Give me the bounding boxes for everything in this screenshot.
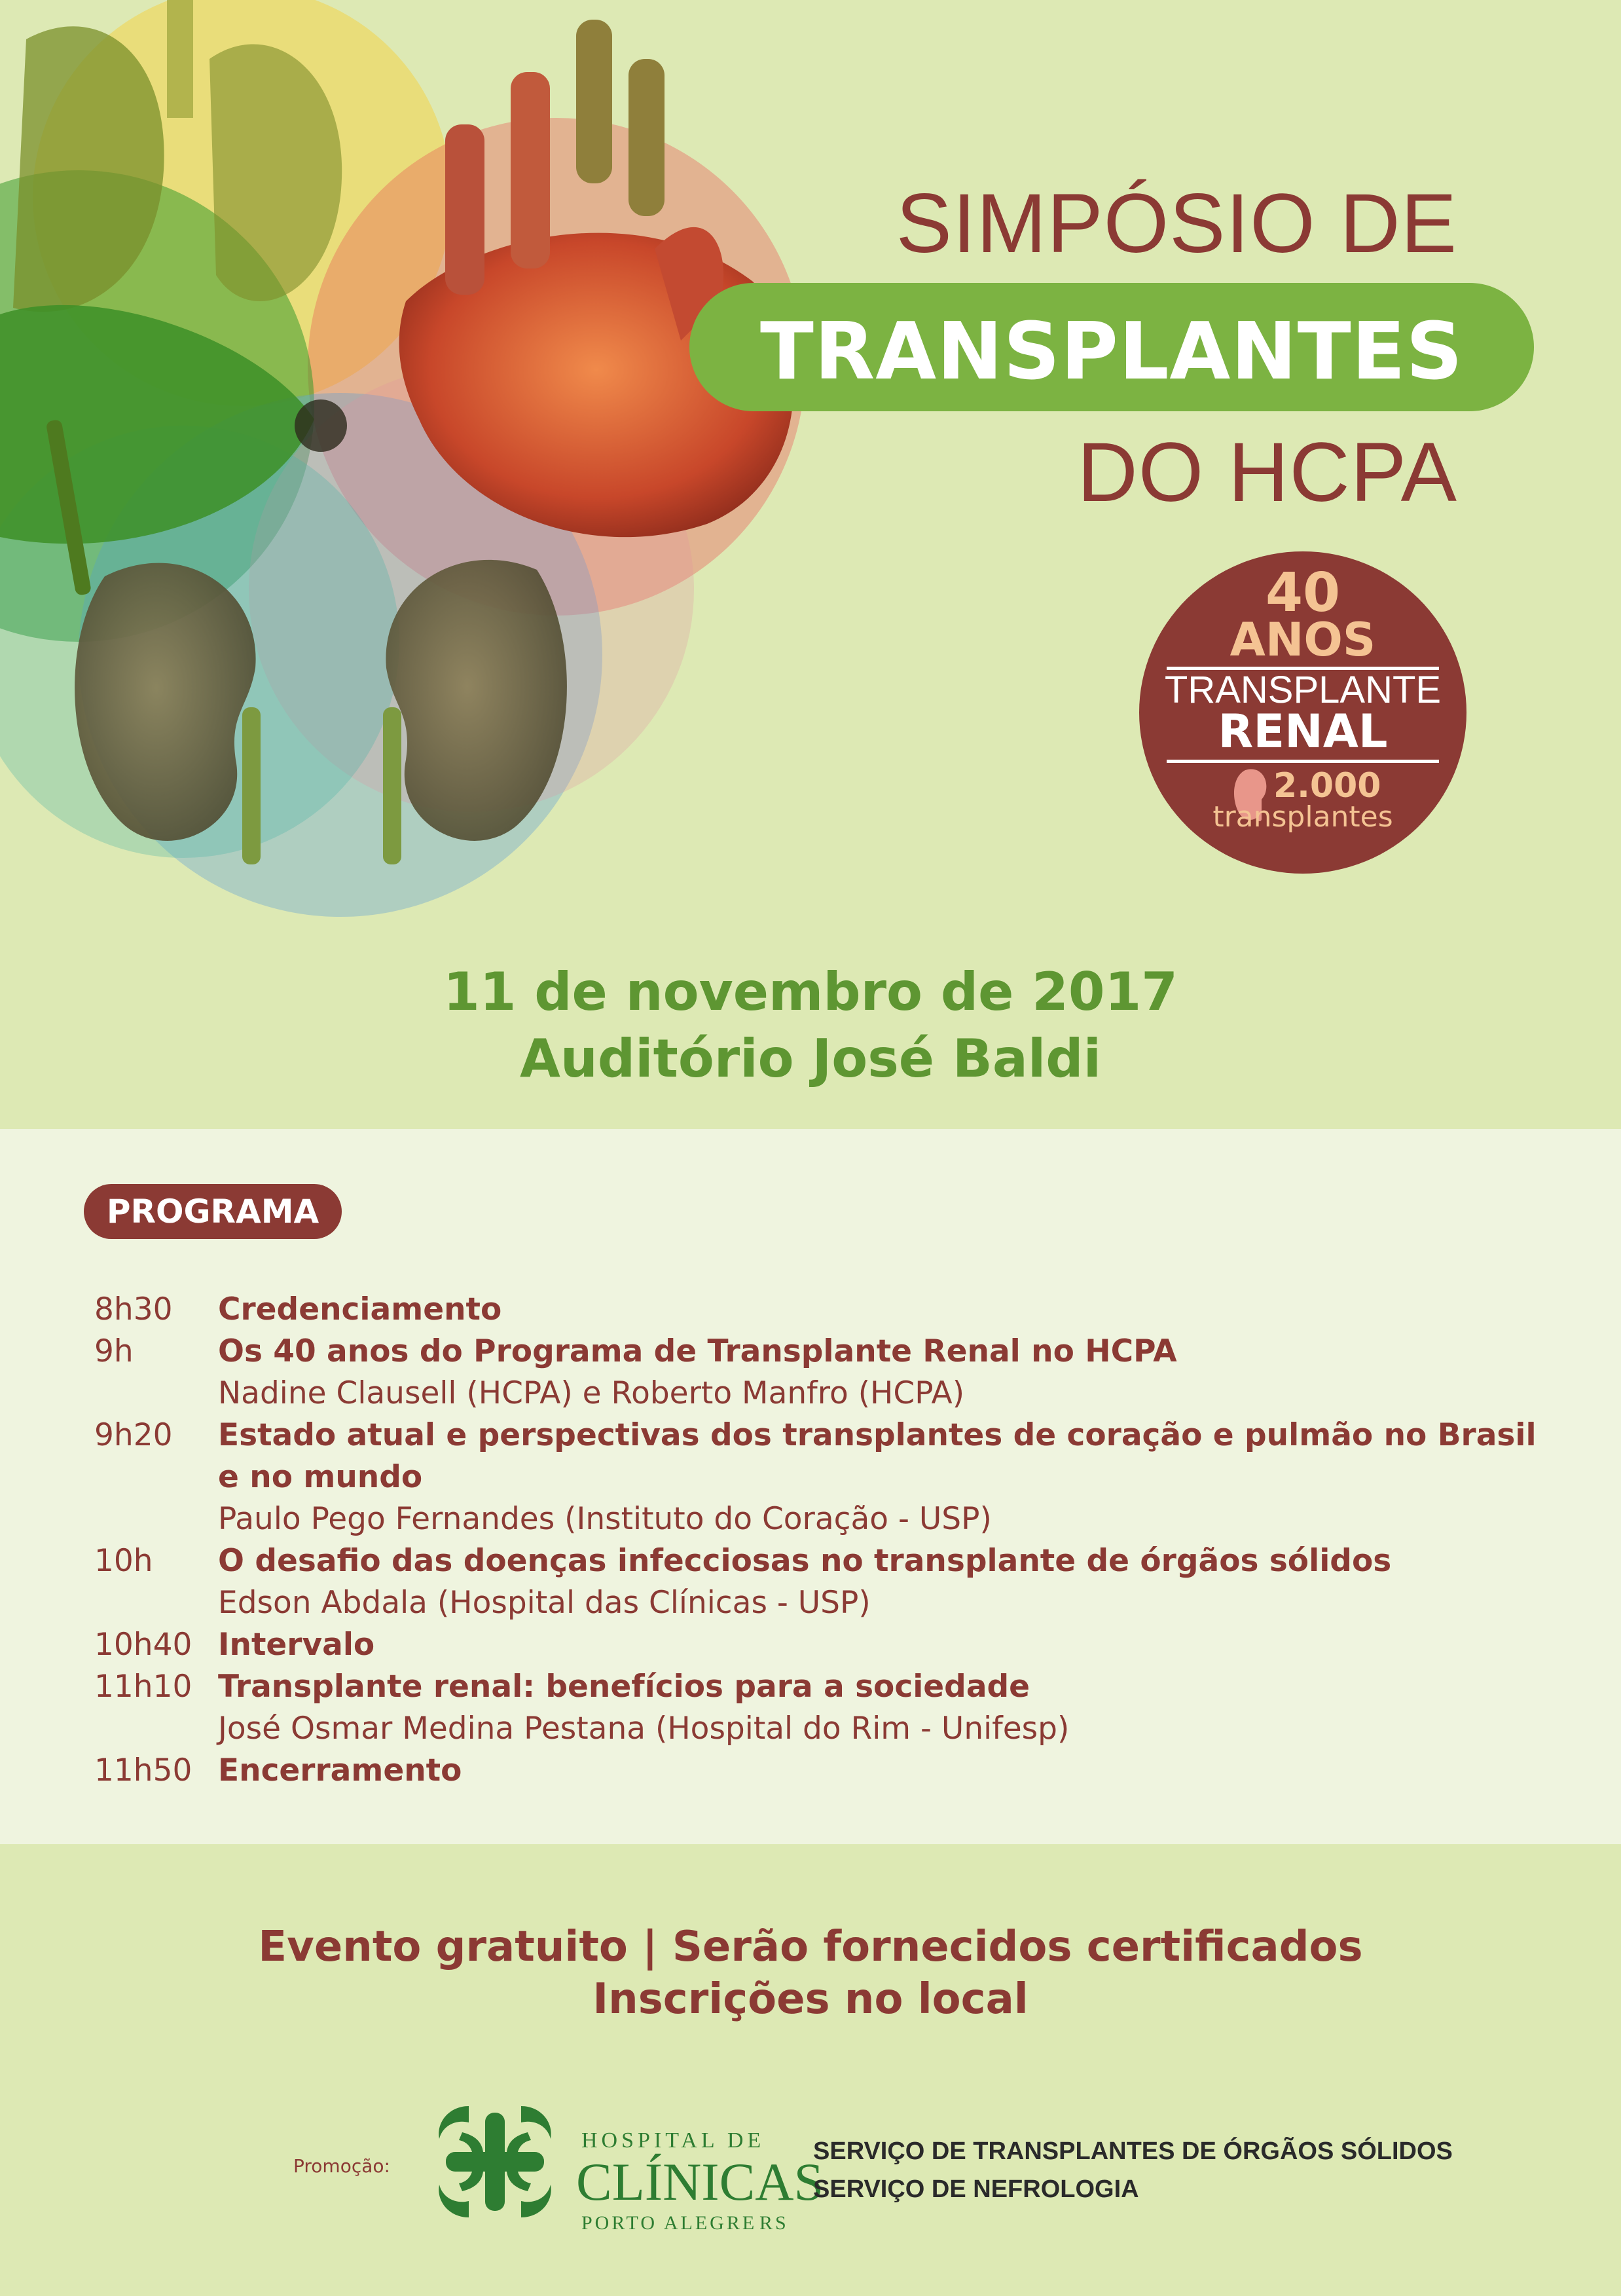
schedule-speaker: Paulo Pego Fernandes (Instituto do Coração - USP): [218, 1501, 992, 1537]
service-transplants: SERVIÇO DE TRANSPLANTES DE ÓRGÃOS SÓLIDOS: [813, 2138, 1453, 2165]
schedule-time: 11h10: [94, 1669, 192, 1705]
heart-vessel-3: [576, 20, 612, 183]
footer-registration: Inscrições no local: [592, 1975, 1029, 2024]
schedule-row: [0, 1540, 1621, 1624]
hospital-logo-icon: [423, 2100, 567, 2224]
schedule-time: 9h: [94, 1333, 134, 1369]
schedule-time: 9h20: [94, 1417, 173, 1453]
program-panel: [0, 1129, 1621, 1844]
title-pill: [689, 283, 1534, 411]
organs-illustration: [0, 0, 851, 943]
schedule-title: O desafio das doenças infecciosas no transplante de órgãos sólidos: [218, 1543, 1392, 1579]
schedule-row: [0, 1750, 1621, 1792]
schedule-title: Transplante renal: benefícios para a sociedade: [218, 1669, 1030, 1705]
hospital-name-line2: CLÍNICAS: [576, 2152, 824, 2212]
badge-divider-bottom: [1167, 760, 1439, 763]
anniversary-badge: [1139, 551, 1466, 874]
hospital-name-line1: HOSPITAL DE: [581, 2128, 765, 2153]
schedule-title: Intervalo: [218, 1627, 375, 1663]
heart-vessel-2: [511, 72, 550, 268]
hospital-city: PORTO ALEGRE: [581, 2212, 757, 2234]
schedule-time: 8h30: [94, 1291, 173, 1327]
badge-years: ANOS: [1229, 613, 1376, 667]
schedule-row: [0, 1624, 1621, 1666]
schedule-time: 10h40: [94, 1627, 192, 1663]
schedule-row: [0, 1666, 1621, 1750]
center-dot: [295, 399, 347, 452]
title-bottom: DO HCPA: [1077, 426, 1457, 519]
badge-count: 2.000: [1273, 766, 1381, 805]
schedule-title: Credenciamento: [218, 1291, 502, 1327]
schedule-title: Os 40 anos do Programa de Transplante Renal no HCPA: [218, 1333, 1177, 1369]
schedule-time: 11h50: [94, 1752, 192, 1788]
schedule-speaker: José Osmar Medina Pestana (Hospital do Rim - Unifesp): [218, 1711, 1070, 1747]
heart-vessel-1: [445, 124, 484, 295]
event-date: 11 de novembro de 2017: [443, 961, 1178, 1022]
ureter-right: [383, 707, 401, 864]
title-top: SIMPÓSIO DE: [896, 177, 1457, 270]
title-main: TRANSPLANTES: [760, 306, 1463, 398]
schedule-row: [0, 1415, 1621, 1540]
schedule-speaker: Nadine Clausell (HCPA) e Roberto Manfro (HCPA): [218, 1375, 965, 1411]
heart-vessel-4: [628, 59, 665, 216]
schedule-title: Encerramento: [218, 1752, 462, 1788]
trachea: [167, 0, 193, 118]
footer-free-event: Evento gratuito | Serão fornecidos certificados: [258, 1923, 1363, 1971]
event-venue: Auditório José Baldi: [520, 1028, 1101, 1089]
schedule-row: [0, 1289, 1621, 1331]
ureter-left: [242, 707, 261, 864]
badge-count-label: transplantes: [1212, 800, 1393, 834]
promo-label: Promoção:: [293, 2155, 390, 2177]
schedule-title: Estado atual e perspectivas dos transplantes de coração e pulmão no Brasil e no mundo: [218, 1417, 1537, 1495]
program-label: PROGRAMA: [84, 1184, 342, 1239]
schedule-speaker: Edson Abdala (Hospital das Clínicas - USP): [218, 1585, 871, 1621]
service-nephrology: SERVIÇO DE NEFROLOGIA: [813, 2176, 1139, 2203]
badge-number: 40: [1265, 562, 1341, 624]
hospital-state: RS: [759, 2212, 789, 2234]
schedule: [0, 1289, 1621, 1792]
badge-line1: TRANSPLANTE: [1164, 669, 1442, 711]
schedule-time: 10h: [94, 1543, 153, 1579]
badge-line2: RENAL: [1218, 705, 1388, 758]
schedule-row: [0, 1331, 1621, 1415]
